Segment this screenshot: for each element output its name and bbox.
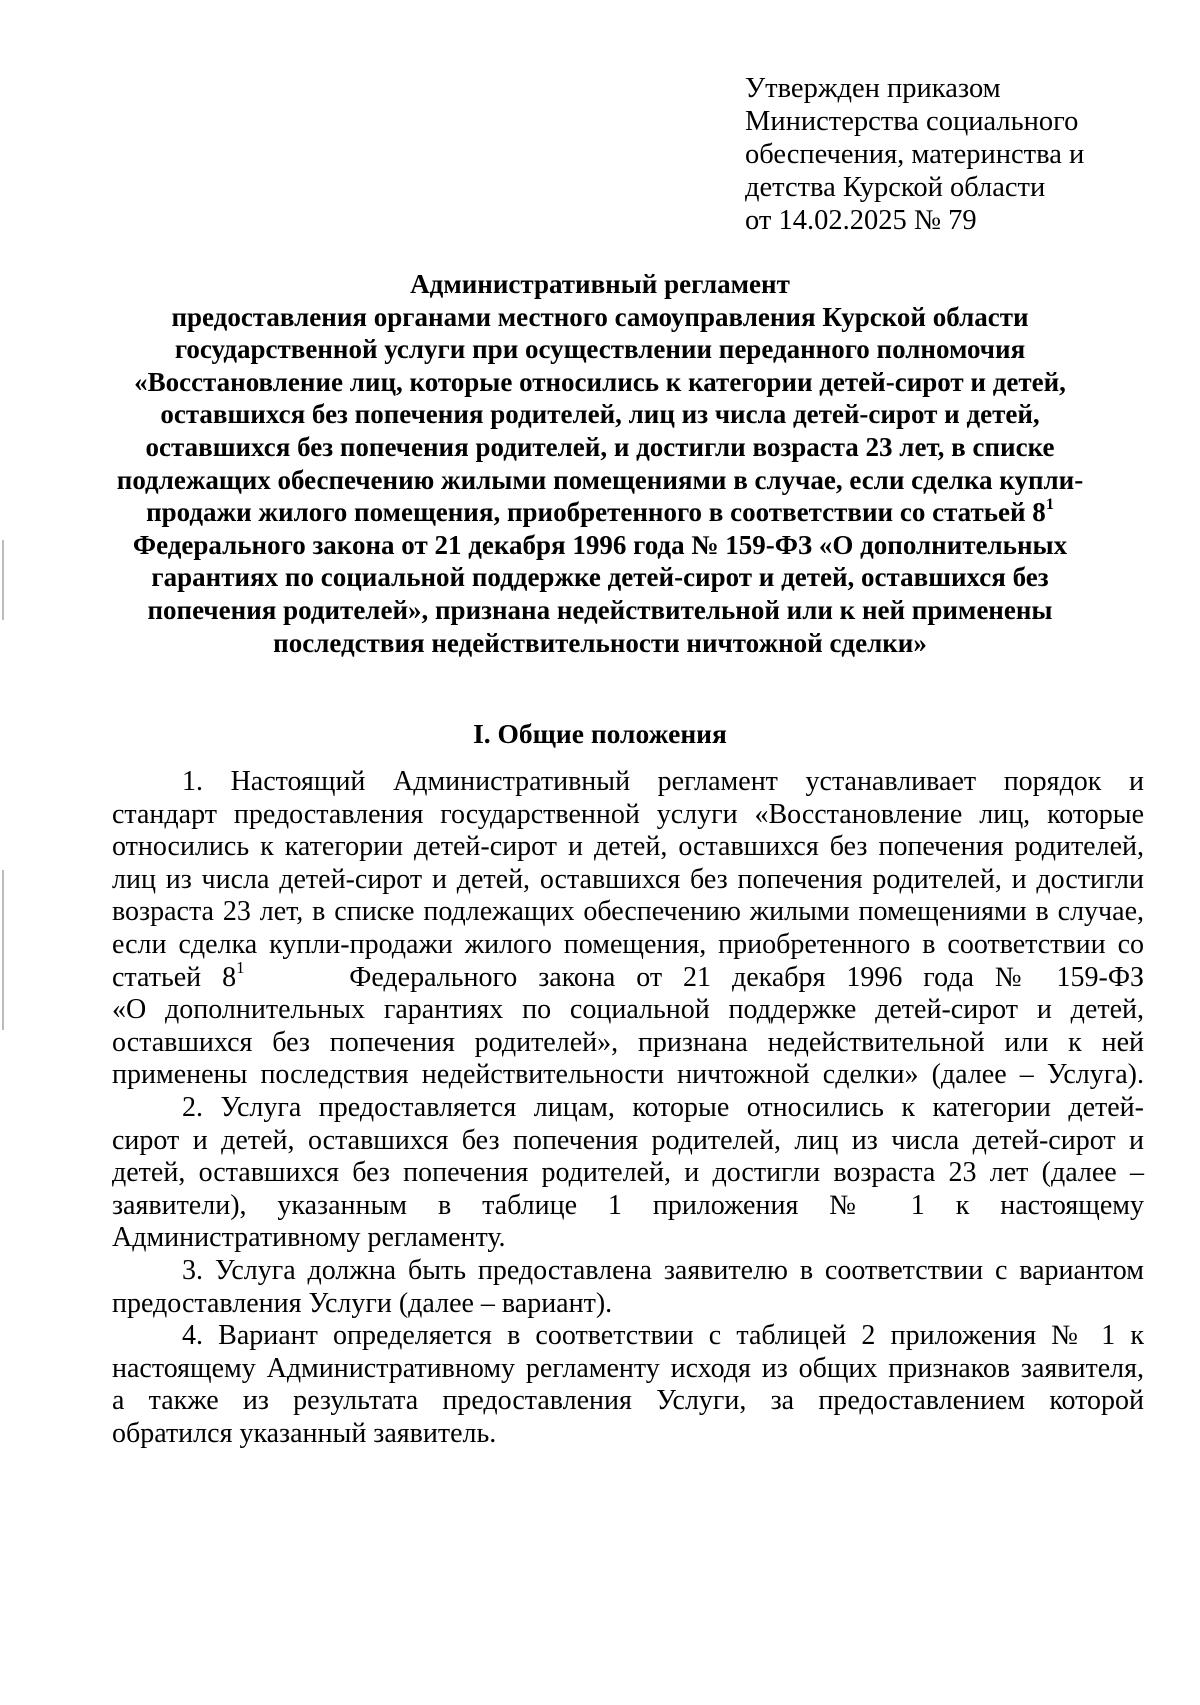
paragraph-line: 2. Услуга предоставляется лицам, которые относились к категории детей- [182, 1091, 1144, 1123]
paragraph-line: 1. Настоящий Административный регламент устанавливает порядок и [182, 766, 1144, 797]
section-heading: I. Общие положения [473, 718, 727, 749]
title-line: подлежащих обеспечению жилыми помещениями в случае, если сделка купли- [116, 464, 1084, 495]
paragraph-line: возраста 23 лет, в списке подлежащих обеспечению жилыми помещениями в случае, [112, 896, 1144, 928]
approval-line: Утвержден приказом [745, 73, 1001, 104]
paragraph-line: лиц из числа детей-сирот и детей, оставшихся без попечения родителей, и достигли [112, 863, 1144, 895]
title-line: оставшихся без попечения родителей, и достигли возраста 23 лет, в списке [145, 431, 1055, 462]
superscript: 1 [1045, 494, 1054, 513]
title-line: попечения родителей», признана недействительной или к ней применены [147, 594, 1053, 625]
paragraph-line-text: статьей 8 [112, 961, 237, 993]
document-title [100, 268, 1100, 659]
superscript: 1 [236, 957, 245, 977]
paragraph-line: 3. Услуга должна быть предоставлена заявителю в соответствии с вариантом [182, 1254, 1144, 1286]
paragraph-line: заявители), указанным в таблице 1 приложения № 1 к настоящему [112, 1189, 1144, 1221]
paragraph-line: Административному регламенту. [112, 1222, 506, 1254]
approval-line: обеспечения, материнства и [745, 139, 1085, 170]
scan-edge-mark [2, 540, 4, 620]
approval-line: Министерства социального [745, 106, 1079, 137]
scan-edge-mark [2, 870, 4, 1030]
paragraph-line: сирот и детей, оставшихся без попечения родителей, лиц из числа детей-сирот и [112, 1124, 1144, 1156]
paragraph-line: 4. Вариант определяется в соответствии с таблицей 2 приложения № 1 к [182, 1320, 1144, 1352]
title-heading: Административный регламент [410, 269, 790, 299]
title-line: гарантиях по социальной поддержке детей-сирот и детей, оставшихся без [151, 562, 1049, 593]
title-line: «Восстановление лиц, которые относились к категории детей-сирот и детей, [134, 366, 1066, 397]
paragraph-line: стандарт предоставления государственной услуги «Восстановление лиц, которые [112, 798, 1144, 830]
paragraph-line: предоставления Услуги (далее – вариант). [112, 1287, 613, 1319]
paragraph-line: «О дополнительных гарантиях по социальной поддержке детей-сирот и детей, [112, 994, 1144, 1026]
title-line: Федерального закона от 21 декабря 1996 года № 159-ФЗ «О дополнительных [132, 529, 1068, 560]
approval-line: от 14.02.2025 № 79 [745, 205, 977, 236]
title-line: последствия недействительности ничтожной сделки» [273, 627, 927, 658]
approval-block [745, 72, 1165, 237]
document-body [112, 766, 1144, 1450]
paragraph-line: детей, оставшихся без попечения родителей, и достигли возраста 23 лет (далее – [112, 1157, 1144, 1189]
title-line: государственной услуги при осуществлении переданного полномочия [174, 334, 1026, 365]
approval-line: детства Курской области [745, 172, 1046, 203]
title-line: оставшихся без попечения родителей, лиц из числа детей-сирот и детей, [160, 399, 1040, 430]
paragraph-line-text: Федерального закона от 21 декабря 1996 года № 159-ФЗ [349, 961, 1144, 993]
title-line: предоставления органами местного самоуправления Курской области [171, 301, 1029, 332]
paragraph-line [112, 957, 1144, 995]
paragraph-line: а также из результата предоставления Услуги, за предоставлением которой [112, 1385, 1144, 1417]
title-line-text: продажи жилого помещения, приобретенного в соответствии со статьей 8 [146, 497, 1046, 528]
title-line [100, 496, 1100, 529]
paragraph-line: относились к категории детей-сирот и детей, оставшихся без попечения родителей, [112, 831, 1144, 863]
paragraph-line: применены последствия недействительности ничтожной сделки» (далее – Услуга). [112, 1059, 1144, 1091]
paragraph-line: обратился указанный заявитель. [112, 1417, 497, 1449]
paragraph-line: если сделка купли-продажи жилого помещения, приобретенного в соответствии со [112, 928, 1144, 960]
paragraph-line: настоящему Административному регламенту исходя из общих признаков заявителя, [112, 1352, 1144, 1384]
paragraph-line: оставшихся без попечения родителей», признана недействительной или к ней [112, 1026, 1144, 1058]
